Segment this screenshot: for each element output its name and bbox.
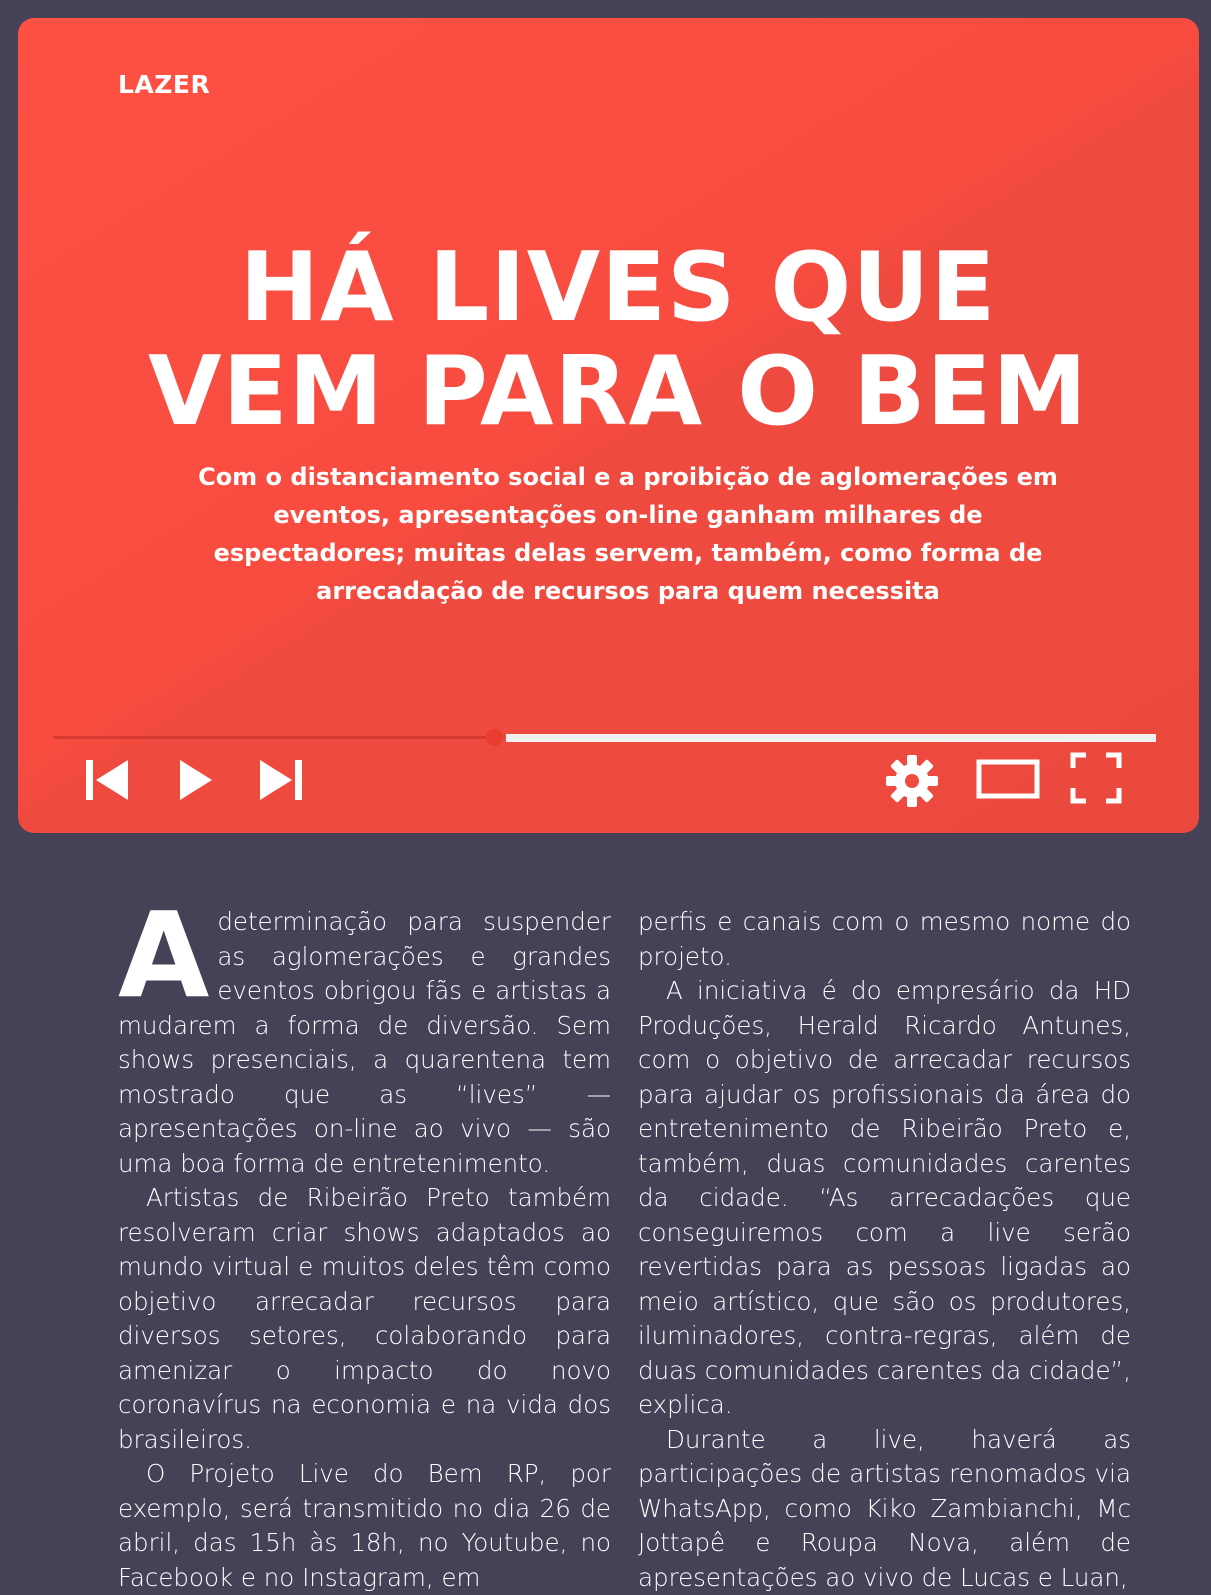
- paragraph-4: A iniciativa é do empresário da HD Produções, Herald Ricardo Antunes, com o objetivo de arrecadar recursos para ajudar os profissionais da área do entretenimento de Ribeirão Preto e, também, duas comunidades carentes da cidade. “As arrecadações que conseguiremos com a live serão revertidas para as pessoas ligadas ao meio artístico, que são os produtores, iluminadores, contra-regras, além de duas comunidades carentes da cidade”, explica.: [638, 974, 1131, 1423]
- progress-bar-remaining[interactable]: [506, 734, 1156, 742]
- play-icon[interactable]: [178, 758, 214, 802]
- article-column-left: [118, 905, 611, 1595]
- fullscreen-icon[interactable]: [1070, 752, 1122, 804]
- paragraph-5: Durante a live, haverá as participações de artistas renomados via WhatsApp, como Kiko Zambianchi, Mc Jottapê e Roupa Nova, além de apresentações ao vivo de Lucas e Luan,: [638, 1423, 1131, 1595]
- headline-line-2: VEM PARA O BEM: [18, 340, 1199, 444]
- video-player-hero: [18, 18, 1199, 833]
- paragraph-3: O Projeto Live do Bem RP, por exemplo, será transmitido no dia 26 de abril, das 15h às 18h, no Youtube, no Facebook e no Instagram, em: [118, 1457, 611, 1595]
- progress-bar-played: [53, 736, 498, 739]
- article-column-right: [638, 905, 1131, 1595]
- paragraph-2: Artistas de Ribeirão Preto também resolveram criar shows adaptados ao mundo virtual e muitos deles têm como objetivo arrecadar recursos para diversos setores, colaborando para amenizar o impacto do novo coronavírus na economia e na vida dos brasileiros.: [118, 1181, 611, 1457]
- theater-mode-icon[interactable]: [976, 759, 1040, 799]
- section-label: LAZER: [118, 70, 210, 99]
- paragraph-3-continued: perfis e canais com o mesmo nome do projeto.: [638, 905, 1131, 974]
- skip-back-icon[interactable]: [84, 758, 130, 802]
- skip-forward-icon[interactable]: [258, 758, 304, 802]
- gear-icon[interactable]: [884, 753, 940, 809]
- paragraph-1: [118, 905, 611, 1181]
- drop-cap: A: [118, 909, 209, 1001]
- headline: [18, 236, 1199, 444]
- progress-knob[interactable]: [486, 729, 503, 746]
- paragraph-1-text: determinação para suspender as aglomerações e grandes eventos obrigou fãs e artistas a mudarem a forma de diversão. Sem shows presenciais, a quarentena tem mostrado que as “lives” — apresentações on-line ao vivo — são uma boa forma de entretenimento.: [118, 907, 611, 1178]
- subtitle: Com o distanciamento social e a proibição de aglomerações em eventos, apresentações on-line ganham milhares de espectadores; muitas delas servem, também, como forma de arrecadação de recursos para quem necessita: [178, 458, 1078, 610]
- headline-line-1: HÁ LIVES QUE: [18, 236, 1199, 340]
